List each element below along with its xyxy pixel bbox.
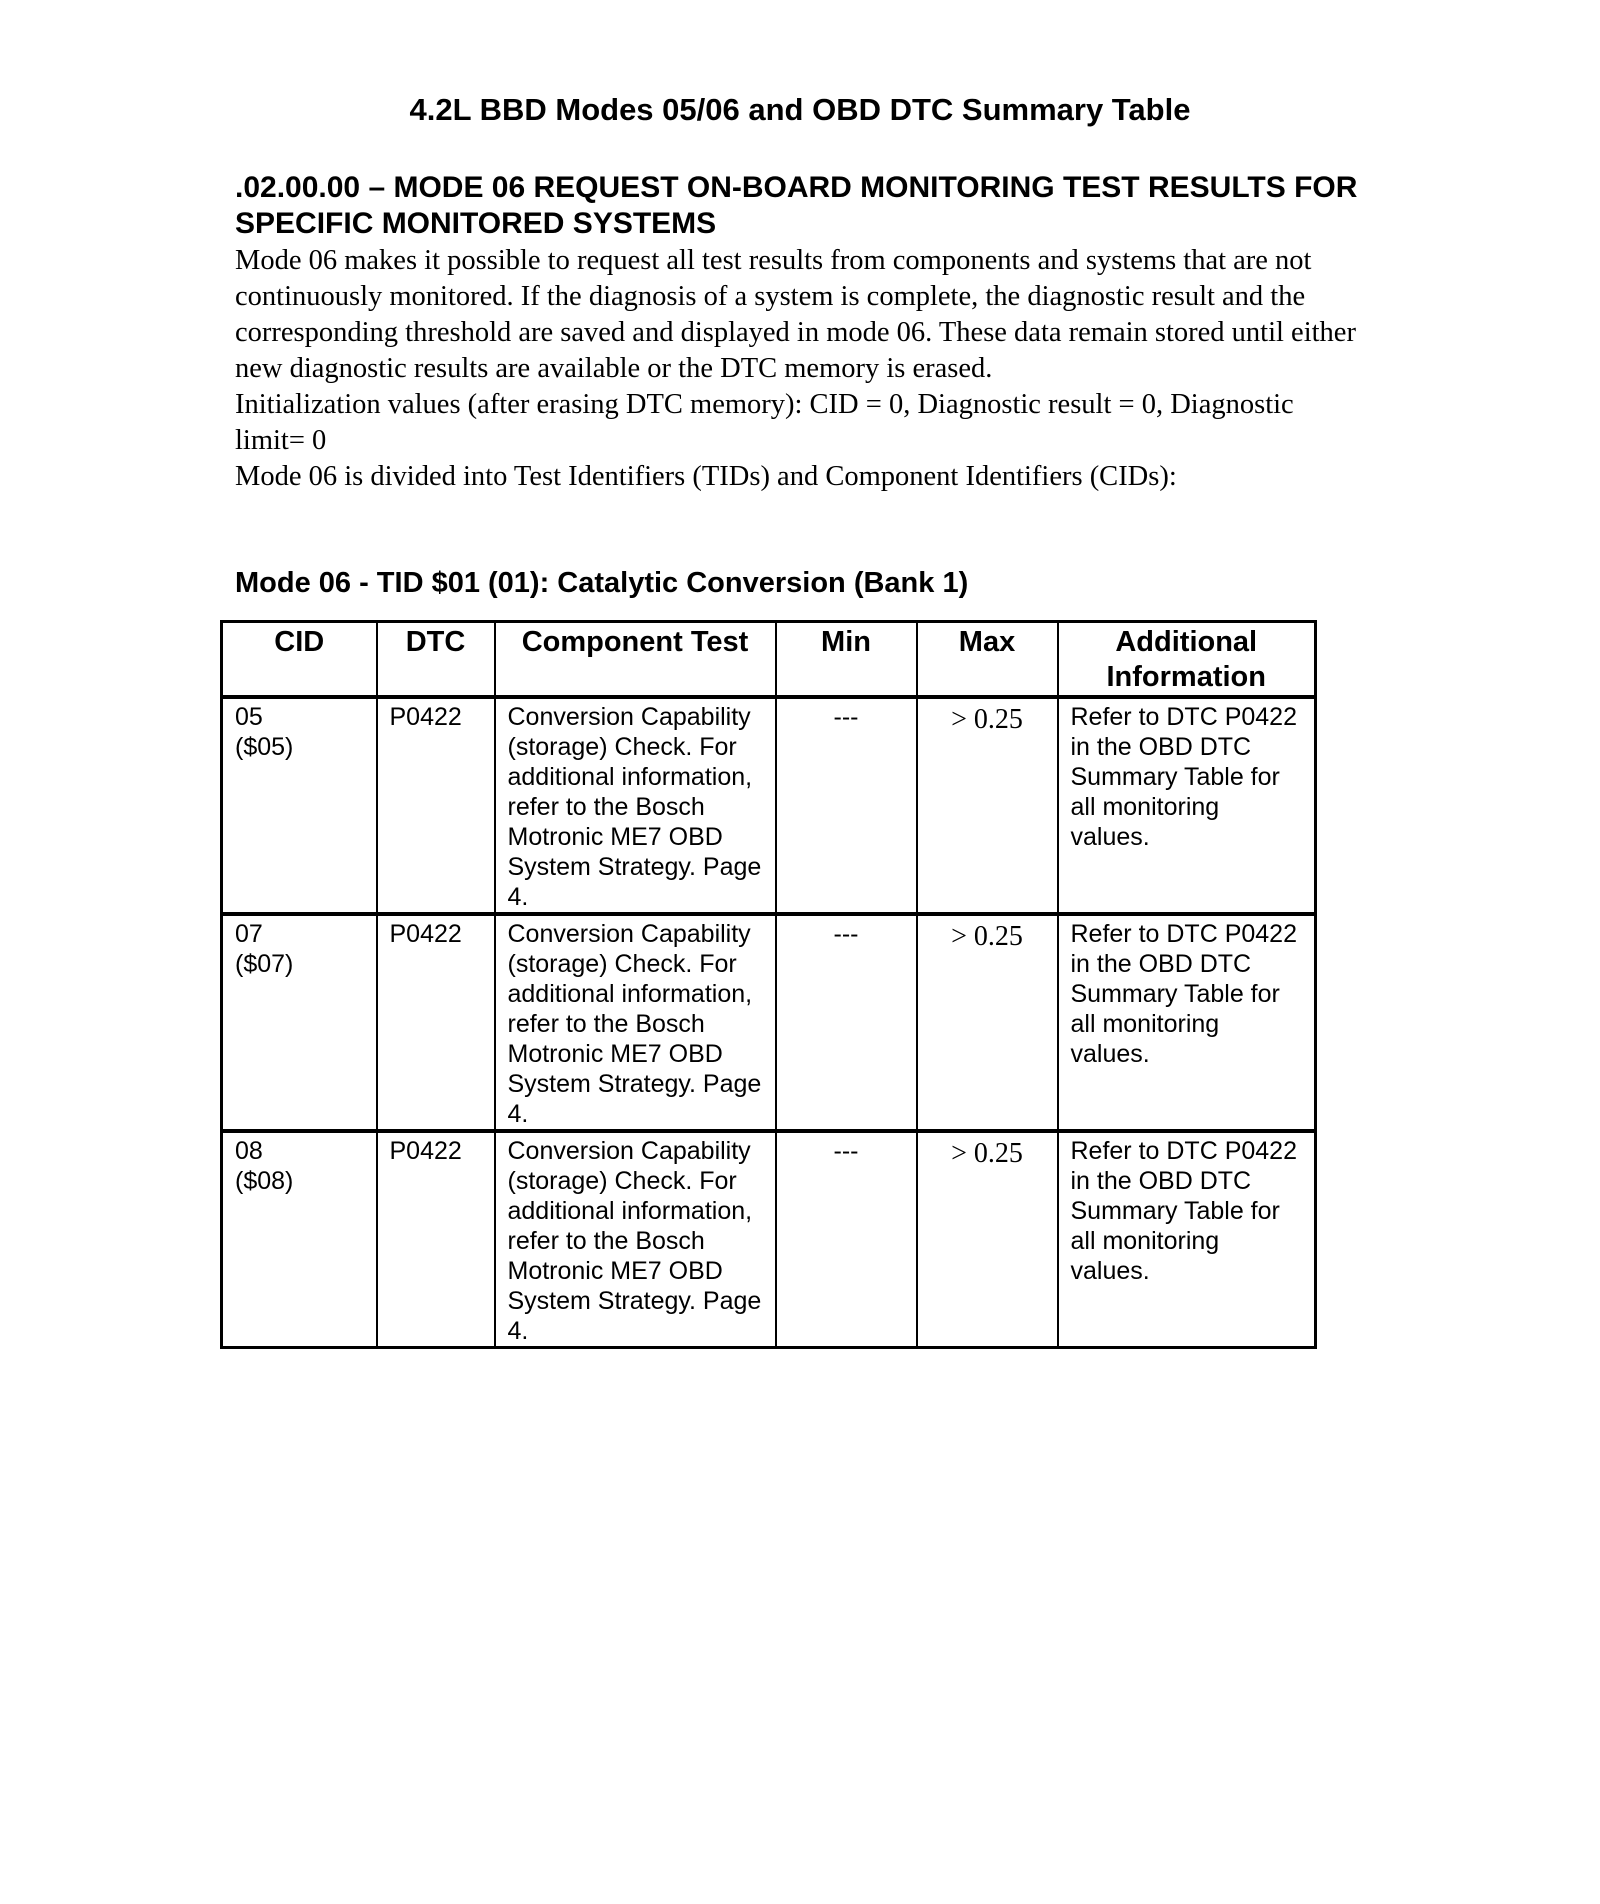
cid-cell [222,1131,377,1348]
dtc-cell: P0422 [377,914,495,1131]
cid-value: 05 [235,703,263,731]
component-test-cell: Conversion Capability (storage) Check. For additional information, refer to the Bosch Motronic ME7 OBD System Strategy. Page 4. [495,914,776,1131]
cid-hex-value: ($07) [235,950,294,978]
table-row [222,697,1316,914]
paragraph-tid-cid-intro: Mode 06 is divided into Test Identifiers (TIDs) and Component Identifiers (CIDs): [235,461,1177,492]
tid-results-table [220,620,1317,1349]
section-body [235,243,1365,495]
cid-hex-value: ($08) [235,1167,294,1195]
paragraph-initialization-values: Initialization values (after erasing DTC memory): CID = 0, Diagnostic result = 0, Diagnostic limit= 0 [235,389,1294,456]
component-test-cell: Conversion Capability (storage) Check. For additional information, refer to the Bosch Motronic ME7 OBD System Strategy. Page 4. [495,1131,776,1348]
max-cell: > 0.25 [917,1131,1058,1348]
column-header-additional-information: Additional Information [1058,622,1316,698]
table-row [222,1131,1316,1348]
cid-value: 08 [235,1137,263,1165]
min-cell: --- [776,697,917,914]
min-cell: --- [776,914,917,1131]
cid-hex-value: ($05) [235,733,294,761]
dtc-cell: P0422 [377,697,495,914]
max-cell: > 0.25 [917,914,1058,1131]
cid-cell [222,697,377,914]
additional-info-cell: Refer to DTC P0422 in the OBD DTC Summary Table for all monitoring values. [1058,914,1316,1131]
document-title: 4.2L BBD Modes 05/06 and OBD DTC Summary Table [409,92,1191,127]
additional-info-cell: Refer to DTC P0422 in the OBD DTC Summary Table for all monitoring values. [1058,697,1316,914]
component-test-cell: Conversion Capability (storage) Check. For additional information, refer to the Bosch Motronic ME7 OBD System Strategy. Page 4. [495,697,776,914]
column-header-min: Min [776,622,917,698]
max-cell: > 0.25 [917,697,1058,914]
column-header-cid: CID [222,622,377,698]
cid-value: 07 [235,920,263,948]
paragraph-mode06-description: Mode 06 makes it possible to request all test results from components and systems that are not continuously monitored. If the diagnosis of a system is complete, the diagnostic result and the corresponding threshold are saved and displayed in mode 06. These data remain stored until either new diagnostic results are available or the DTC memory is erased. [235,245,1356,384]
dtc-cell: P0422 [377,1131,495,1348]
section-heading: .02.00.00 – MODE 06 REQUEST ON-BOARD MONITORING TEST RESULTS FOR SPECIFIC MONITORED SYSTEMS [235,171,1358,240]
column-header-dtc: DTC [377,622,495,698]
column-header-max: Max [917,622,1058,698]
cid-cell [222,914,377,1131]
table-row [222,914,1316,1131]
table-title: Mode 06 - TID $01 (01): Catalytic Conversion (Bank 1) [235,567,969,599]
column-header-component-test: Component Test [495,622,776,698]
table-header-row [222,622,1316,698]
additional-info-cell: Refer to DTC P0422 in the OBD DTC Summary Table for all monitoring values. [1058,1131,1316,1348]
min-cell: --- [776,1131,917,1348]
